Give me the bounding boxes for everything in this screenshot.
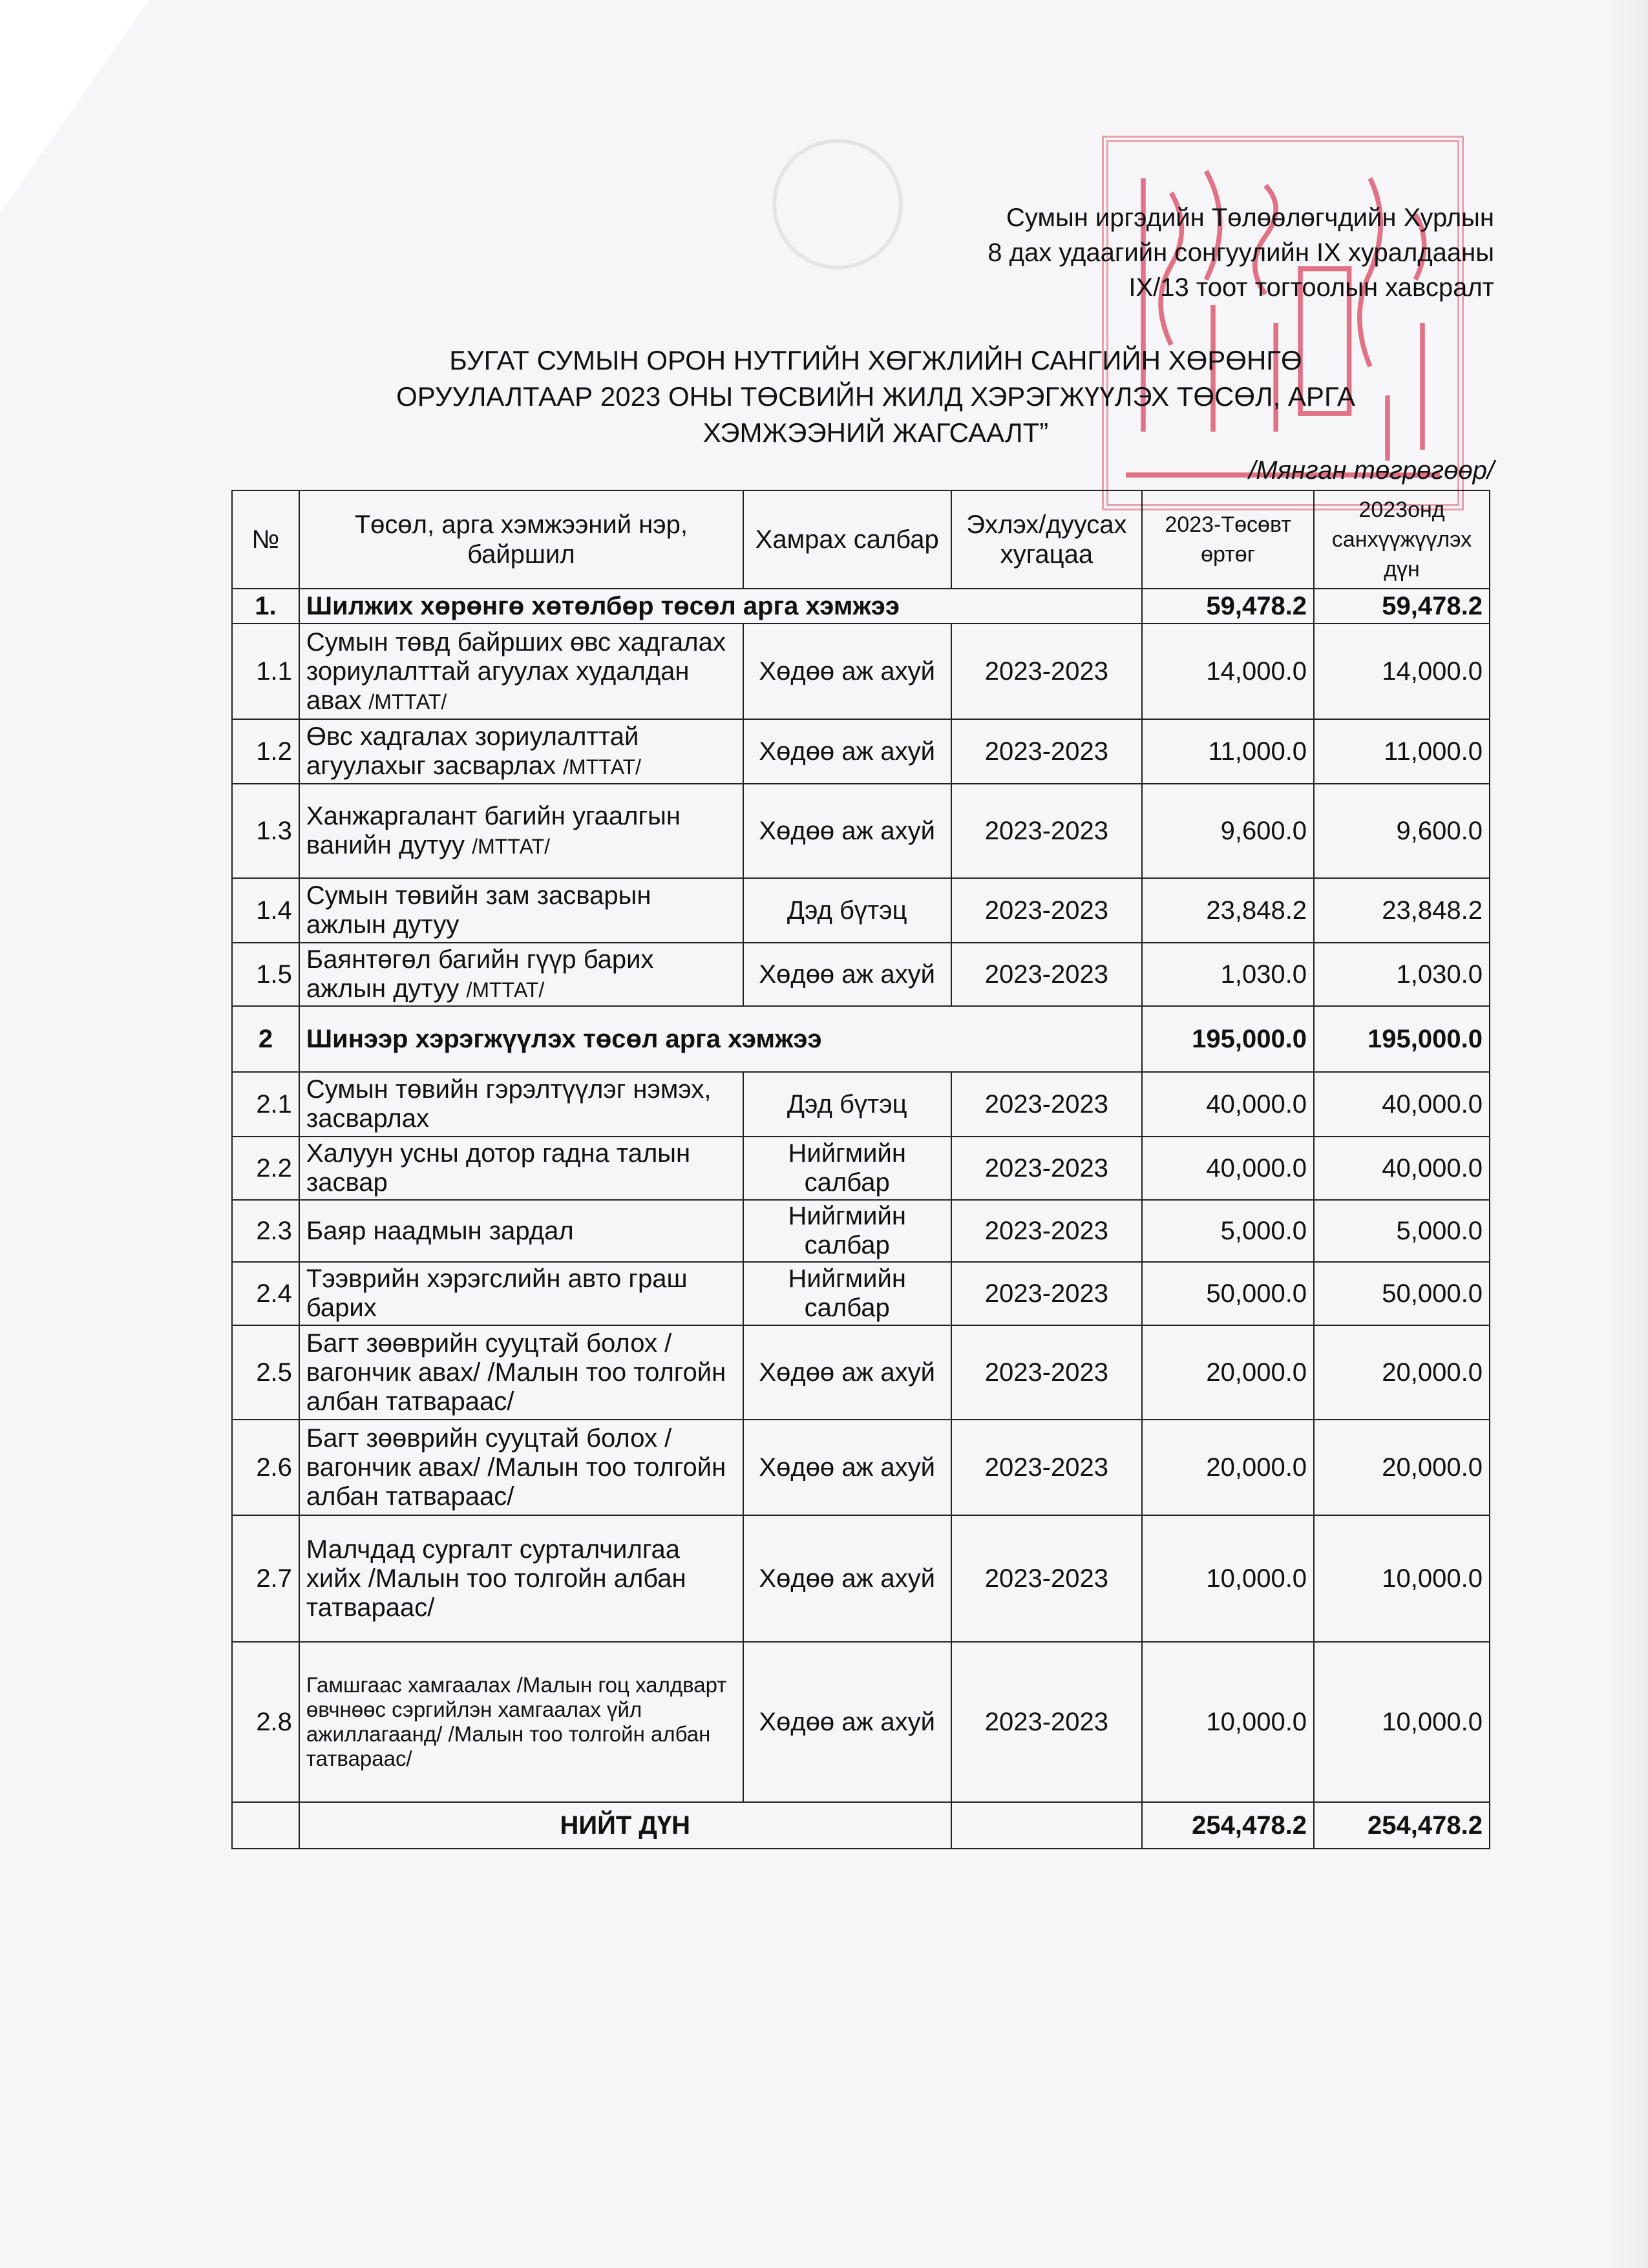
row-name (299, 719, 743, 784)
row-period: 2023-2023 (951, 1137, 1143, 1200)
official-red-stamp (1102, 136, 1464, 510)
row-name-suffix: /МТТАТ/ (563, 755, 641, 779)
row-number: 2.5 (232, 1325, 299, 1420)
row-number: 2.7 (232, 1515, 299, 1642)
row-name (299, 1072, 743, 1137)
row-amount: 9,600.0 (1314, 784, 1490, 878)
row-period: 2023-2023 (951, 1262, 1143, 1325)
row-estimate: 10,000.0 (1142, 1642, 1314, 1802)
row-amount: 11,000.0 (1314, 719, 1490, 784)
table-row (232, 719, 1490, 784)
row-sector: Нийгмийн салбар (743, 1262, 951, 1325)
header-sector: Хамрах салбар (743, 490, 951, 589)
row-estimate: 10,000.0 (1142, 1515, 1314, 1642)
row-amount: 23,848.2 (1314, 878, 1490, 943)
row-estimate: 50,000.0 (1142, 1262, 1314, 1325)
row-estimate: 11,000.0 (1142, 719, 1314, 784)
section-row (232, 589, 1490, 624)
row-name-text: Тээврийн хэрэгслийн авто граш барих (306, 1265, 688, 1322)
row-name-text: Өвс хадгалах зориулалттай агуулахыг засварлах (306, 722, 639, 780)
row-period: 2023-2023 (951, 624, 1143, 719)
document-title (304, 342, 1448, 451)
row-number: 1.1 (232, 624, 299, 719)
row-sector: Нийгмийн салбар (743, 1137, 951, 1200)
row-name-text: Багт зөөврийн сууцтай болох /вагончик авах/ /Малын тоо толгойн албан татвараас/ (306, 1328, 726, 1416)
row-period: 2023-2023 (951, 1325, 1143, 1420)
total-blank-period (951, 1802, 1143, 1849)
header-line-3: IX/13 тоот тогтоолын хавсралт (1128, 273, 1494, 302)
row-sector: Хөдөө аж ахуй (743, 1420, 951, 1515)
budget-table (231, 490, 1490, 1849)
row-number: 2.2 (232, 1137, 299, 1200)
row-estimate: 20,000.0 (1142, 1325, 1314, 1420)
header-estimate: 2023-Төсөвт өртөг (1142, 490, 1314, 589)
row-sector: Нийгмийн салбар (743, 1200, 951, 1262)
header-no: № (232, 490, 299, 589)
row-amount: 1,030.0 (1314, 943, 1490, 1006)
total-estimate: 254,478.2 (1142, 1802, 1314, 1849)
row-estimate: 9,600.0 (1142, 784, 1314, 878)
row-period: 2023-2023 (951, 1420, 1143, 1515)
row-estimate: 40,000.0 (1142, 1072, 1314, 1137)
row-estimate: 40,000.0 (1142, 1137, 1314, 1200)
row-period: 2023-2023 (951, 1072, 1143, 1137)
row-estimate: 23,848.2 (1142, 878, 1314, 943)
row-name-text: Сумын төвд байрших өвс хадгалах зориулалттай агуулах худалдан авах (306, 627, 726, 715)
row-estimate: 14,000.0 (1142, 624, 1314, 719)
table-row (232, 1072, 1490, 1137)
row-period: 2023-2023 (951, 1515, 1143, 1642)
total-amount: 254,478.2 (1314, 1802, 1490, 1849)
row-period: 2023-2023 (951, 1200, 1143, 1262)
row-period: 2023-2023 (951, 878, 1143, 943)
row-amount: 5,000.0 (1314, 1200, 1490, 1262)
row-number: 1.2 (232, 719, 299, 784)
section-title: Шинээр хэрэгжүүлэх төсөл арга хэмжээ (299, 1006, 1142, 1072)
row-name-text: Гамшгаас хамгаалах /Малын гоц халдварт өвчнөөс сэргийлэн хамгаалах үйл ажиллагаанд/ /Малын тоо толгойн албан татвараас/ (306, 1673, 727, 1770)
row-number: 1.3 (232, 784, 299, 878)
title-line-3: ХЭМЖЭЭНИЙ ЖАГСААЛТ” (703, 417, 1049, 448)
row-estimate: 5,000.0 (1142, 1200, 1314, 1262)
table-row (232, 624, 1490, 719)
row-period: 2023-2023 (951, 719, 1143, 784)
table-header-row (232, 490, 1490, 589)
section-estimate: 59,478.2 (1142, 589, 1314, 624)
table-row (232, 1137, 1490, 1200)
table-row (232, 1642, 1490, 1802)
row-name-suffix: /МТТАТ/ (368, 689, 447, 713)
row-name (299, 1420, 743, 1515)
row-sector: Хөдөө аж ахуй (743, 624, 951, 719)
row-amount: 20,000.0 (1314, 1420, 1490, 1515)
table-row (232, 1325, 1490, 1420)
row-name-text: Малчдад сургалт сурталчилгаа хийх /Малын тоо толгойн албан татвараас/ (306, 1535, 686, 1622)
row-sector: Хөдөө аж ахуй (743, 1325, 951, 1420)
table-row (232, 784, 1490, 878)
row-name (299, 943, 743, 1006)
total-row (232, 1802, 1490, 1849)
row-name (299, 1137, 743, 1200)
section-amount: 59,478.2 (1314, 589, 1490, 624)
row-amount: 10,000.0 (1314, 1642, 1490, 1802)
row-period: 2023-2023 (951, 784, 1143, 878)
row-name-text: Ханжаргалант багийн угаалгын ванийн дутуу (306, 802, 681, 859)
table-row (232, 1200, 1490, 1262)
section-number: 1. (232, 589, 299, 624)
row-number: 2.3 (232, 1200, 299, 1262)
row-amount: 20,000.0 (1314, 1325, 1490, 1420)
page-corner-fold (0, 0, 149, 213)
row-name (299, 878, 743, 943)
row-name-text: Багт зөөврийн сууцтай болох /вагончик авах/ /Малын тоо толгойн албан татвараас/ (306, 1423, 726, 1511)
row-sector: Хөдөө аж ахуй (743, 784, 951, 878)
row-name (299, 784, 743, 878)
header-amount: 2023онд санхүүжүүлэх дүн (1314, 490, 1490, 589)
row-name-text: Сумын төвийн гэрэлтүүлэг нэмэх, засварлах (306, 1075, 712, 1133)
row-period: 2023-2023 (951, 1642, 1143, 1802)
table-body (232, 589, 1490, 1849)
row-name (299, 1200, 743, 1262)
title-line-2: ОРУУЛАЛТААР 2023 ОНЫ ТӨСВИЙН ЖИЛД ХЭРЭГЖҮҮЛЭХ ТӨСӨЛ, АРГА (396, 381, 1355, 412)
row-estimate: 20,000.0 (1142, 1420, 1314, 1515)
row-name (299, 1325, 743, 1420)
row-name (299, 624, 743, 719)
row-estimate: 1,030.0 (1142, 943, 1314, 1006)
row-amount: 40,000.0 (1314, 1072, 1490, 1137)
row-sector: Хөдөө аж ахуй (743, 1642, 951, 1802)
row-number: 2.8 (232, 1642, 299, 1802)
row-name-text: Баянтөгөл багийн гүүр барих ажлын дутуу (306, 945, 654, 1003)
row-sector: Дэд бүтэц (743, 1072, 951, 1137)
row-name (299, 1262, 743, 1325)
row-number: 2.1 (232, 1072, 299, 1137)
section-title: Шилжих хөрөнгө хөтөлбөр төсөл арга хэмжээ (299, 589, 1142, 624)
row-name-suffix: /МТТАТ/ (472, 835, 551, 858)
row-number: 2.6 (232, 1420, 299, 1515)
header-name: Төсөл, арга хэмжээний нэр, байршил (299, 490, 743, 589)
section-amount: 195,000.0 (1314, 1006, 1490, 1072)
section-estimate: 195,000.0 (1142, 1006, 1314, 1072)
unit-note: /Мянган төгрөгөөр/ (1249, 456, 1494, 485)
row-sector: Хөдөө аж ахуй (743, 1515, 951, 1642)
row-name (299, 1515, 743, 1642)
attachment-header (988, 200, 1494, 305)
row-sector: Дэд бүтэц (743, 878, 951, 943)
row-number: 1.4 (232, 878, 299, 943)
table-row (232, 943, 1490, 1006)
total-label: НИЙТ ДҮН (299, 1802, 951, 1849)
row-sector: Хөдөө аж ахуй (743, 719, 951, 784)
section-row (232, 1006, 1490, 1072)
row-amount: 40,000.0 (1314, 1137, 1490, 1200)
row-period: 2023-2023 (951, 943, 1143, 1006)
table-row (232, 1262, 1490, 1325)
total-blank (232, 1802, 299, 1849)
section-number: 2 (232, 1006, 299, 1072)
row-amount: 50,000.0 (1314, 1262, 1490, 1325)
table-row (232, 878, 1490, 943)
header-line-2: 8 дах удаагийн сонгуулийн IX хуралдааны (988, 238, 1494, 267)
row-name-text: Халуун усны дотор гадна талын засвар (306, 1139, 691, 1197)
header-period: Эхлэх/дуусах хугацаа (951, 490, 1143, 589)
row-amount: 14,000.0 (1314, 624, 1490, 719)
table-row (232, 1515, 1490, 1642)
row-name (299, 1642, 743, 1802)
row-number: 2.4 (232, 1262, 299, 1325)
row-name-text: Баяр наадмын зардал (306, 1216, 574, 1245)
row-sector: Хөдөө аж ахуй (743, 943, 951, 1006)
title-line-1: БУГАТ СУМЫН ОРОН НУТГИЙН ХӨГЖЛИЙН САНГИЙН ХӨРӨНГӨ (449, 345, 1302, 375)
row-amount: 10,000.0 (1314, 1515, 1490, 1642)
row-name-text: Сумын төвийн зам засварын ажлын дутуу (306, 881, 651, 939)
page-edge-shadow (1603, 0, 1648, 2268)
table-row (232, 1420, 1490, 1515)
header-line-1: Сумын иргэдийн Төлөөлөгчдийн Хурлын (1006, 204, 1494, 232)
row-number: 1.5 (232, 943, 299, 1006)
row-name-suffix: /МТТАТ/ (466, 978, 545, 1002)
faded-emblem-seal (772, 139, 903, 269)
